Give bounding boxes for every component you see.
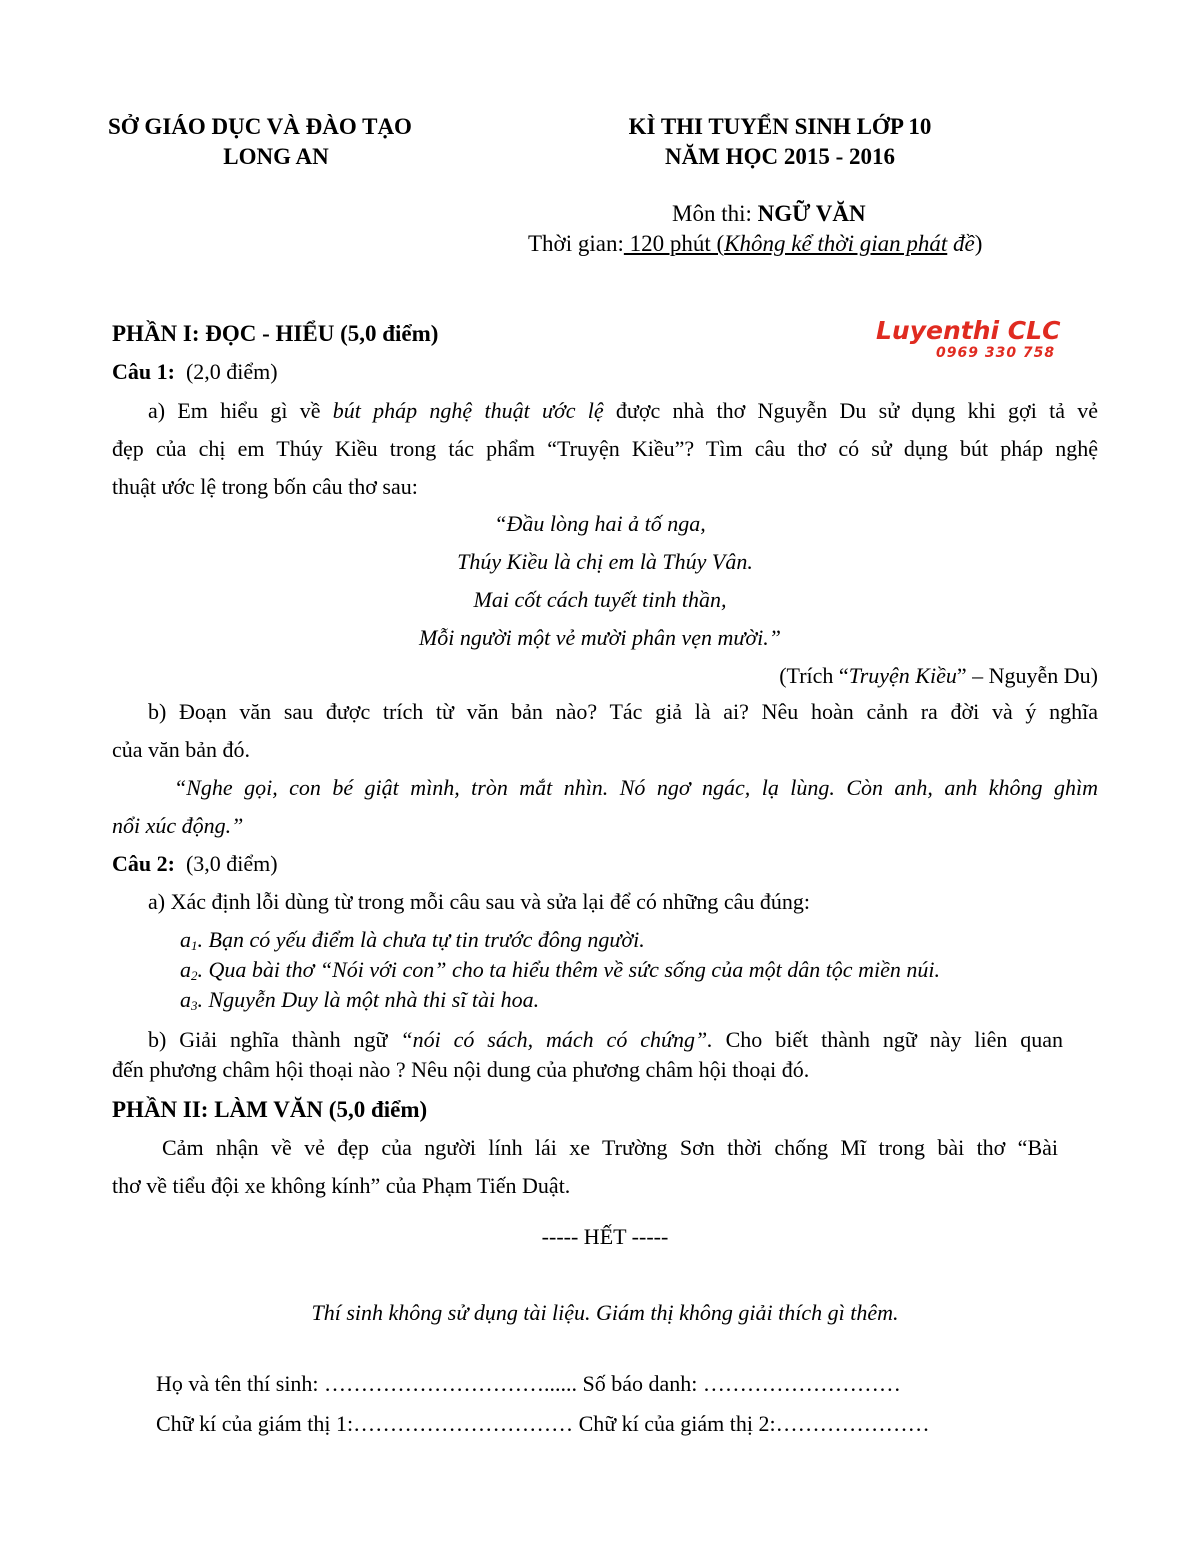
q1-label: Câu 1: <box>112 359 175 384</box>
item-index: 3 <box>191 998 198 1013</box>
poem-line-3: Mai cốt cách tuyết tinh thần, <box>473 587 727 612</box>
item-index: 1 <box>191 938 198 953</box>
q2-heading <box>112 849 278 879</box>
q2a-item-3 <box>180 985 539 1021</box>
subject-value: NGỮ VĂN <box>757 201 866 226</box>
time-label: Thời gian: <box>528 231 624 256</box>
poem-line-1: “Đầu lòng hai ả tố nga, <box>494 511 706 536</box>
watermark-brand: Luyenthi CLC <box>876 316 1061 345</box>
candidate-info-line: Họ và tên thí sinh: …………………………...... Số báo danh: ……………………… <box>156 1371 901 1396</box>
q2b-idiom: “nói có sách, mách có chứng”. <box>400 1027 713 1052</box>
source-pre: (Trích “ <box>779 663 849 688</box>
part2-title: PHẦN II: LÀM VĂN (5,0 điểm) <box>112 1097 428 1122</box>
province-name: LONG AN <box>223 144 329 169</box>
time-note: Không kể thời gian phát <box>724 231 948 256</box>
end-mark: ----- HẾT ----- <box>541 1224 669 1249</box>
time-note-end: đề <box>947 231 975 256</box>
quote-line2: nổi xúc động.” <box>112 813 244 838</box>
q1a-line1 <box>148 396 1098 426</box>
part2-line2: thơ về tiểu đội xe không kính” của Phạm Tiến Duật. <box>112 1173 571 1198</box>
item-text: . Qua bài thơ “Nói với con” cho ta hiểu thêm về sức sống của một dân tộc miền núi. <box>197 957 940 982</box>
q1-heading <box>112 357 278 387</box>
q2b-text-end: Cho biết thành ngữ này liên quan <box>712 1027 1064 1052</box>
time-value: 120 phút ( <box>623 231 725 256</box>
item-prefix: a <box>180 987 191 1012</box>
q1a-line2: đẹp của chị em Thúy Kiều trong tác phẩm “Truyện Kiều”? Tìm câu thơ có sử dụng bút pháp nghệ <box>112 436 1098 461</box>
quote-line1: “Nghe gọi, con bé giật mình, tròn mắt nhìn. Nó ngơ ngác, lạ lùng. Còn anh, anh không ghìm <box>174 775 1098 800</box>
q2-points: (3,0 điểm) <box>185 851 278 876</box>
watermark-phone: 0969 330 758 <box>936 345 1056 361</box>
poem-line-2: Thúy Kiều là chị em là Thúy Vân. <box>457 549 753 574</box>
part1-title: PHẦN I: ĐỌC - HIỂU (5,0 điểm) <box>112 321 439 346</box>
exam-title: KÌ THI TUYỂN SINH LỚP 10 <box>628 114 932 139</box>
exam-note: Thí sinh không sử dụng tài liệu. Giám thị không giải thích gì thêm. <box>311 1300 899 1325</box>
time-close: ) <box>974 231 983 256</box>
department-name: SỞ GIÁO DỤC VÀ ĐÀO TẠO <box>108 114 412 139</box>
item-index: 2 <box>191 968 198 983</box>
time-line <box>528 229 982 259</box>
q2a-intro: a) Xác định lỗi dùng từ trong mỗi câu sau và sửa lại để có những câu đúng: <box>148 889 810 914</box>
proctor-signature-line: Chữ kí của giám thị 1:………………………… Chữ kí của giám thị 2:………………… <box>156 1411 930 1436</box>
source-title: Truyện Kiều <box>848 663 957 688</box>
q2b-line2: đến phương châm hội thoại nào ? Nêu nội dung của phương châm hội thoại đó. <box>112 1057 810 1082</box>
q2b-line1 <box>148 1025 1063 1055</box>
q2-label: Câu 2: <box>112 851 175 876</box>
q1a-text: a) Em hiểu gì về <box>148 398 333 423</box>
q1a-line3: thuật ước lệ trong bốn câu thơ sau: <box>112 474 418 499</box>
q1b-line1: b) Đoạn văn sau được trích từ văn bản nào? Tác giả là ai? Nêu hoàn cảnh ra đời và ý nghĩa <box>148 699 1098 724</box>
q1b-line2: của văn bản đó. <box>112 737 251 762</box>
school-year: NĂM HỌC 2015 - 2016 <box>665 144 895 169</box>
q1-points: (2,0 điểm) <box>185 359 278 384</box>
item-prefix: a <box>180 957 191 982</box>
item-text: . Nguyễn Duy là một nhà thi sĩ tài hoa. <box>197 987 540 1012</box>
q1a-term: bút pháp nghệ thuật ước lệ <box>332 398 604 423</box>
item-prefix: a <box>180 927 191 952</box>
part2-line1: Cảm nhận về vẻ đẹp của người lính lái xe Trường Sơn thời chống Mĩ trong bài thơ “Bài <box>162 1135 1058 1160</box>
source-author: ” – Nguyễn Du) <box>956 663 1098 688</box>
item-text: . Bạn có yếu điểm là chưa tự tin trước đông người. <box>197 927 645 952</box>
subject-line <box>672 199 866 229</box>
subject-label: Môn thi: <box>672 201 758 226</box>
poem-line-4: Mỗi người một vẻ mười phân vẹn mười.” <box>418 625 782 650</box>
q1a-text-end: được nhà thơ Nguyễn Du sử dụng khi gợi tả vẻ <box>603 398 1098 423</box>
poem-source <box>779 661 1098 691</box>
q2b-text: b) Giải nghĩa thành ngữ <box>148 1027 401 1052</box>
